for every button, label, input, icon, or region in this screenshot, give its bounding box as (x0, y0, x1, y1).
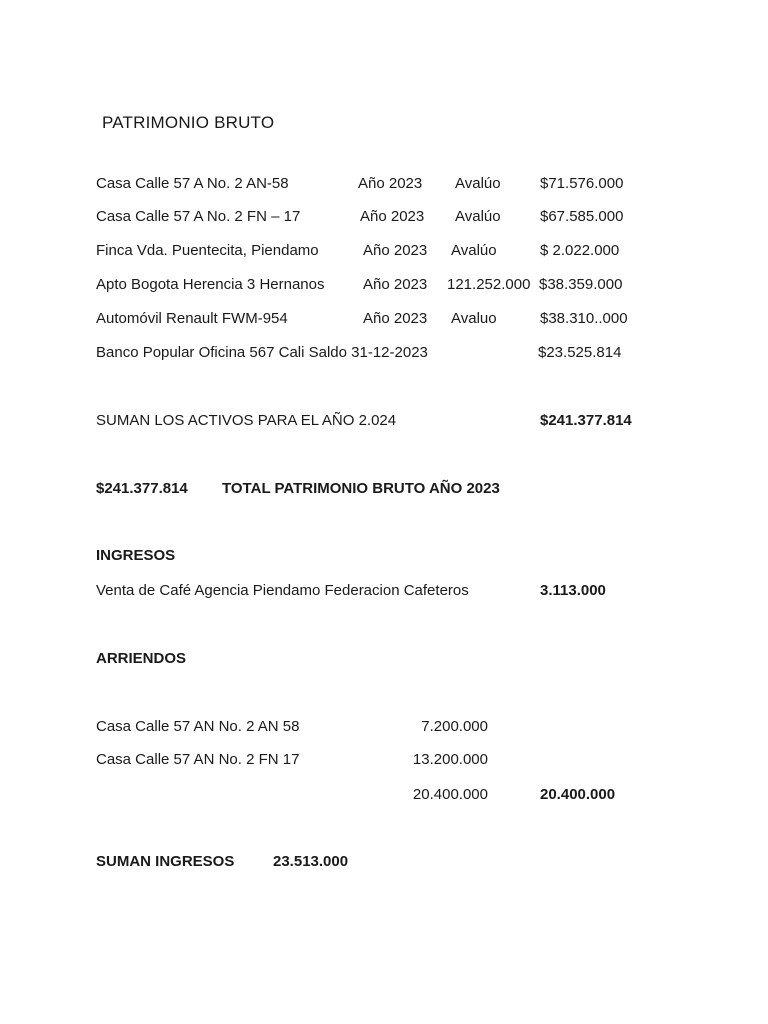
arriendos-subtotal: 20.400.000 (412, 786, 488, 803)
suman-ingresos-label: SUMAN INGRESOS (96, 853, 235, 870)
arriendos-total: 20.400.000 (540, 786, 616, 803)
sum-assets-label: SUMAN LOS ACTIVOS PARA EL AÑO 2.024 (96, 412, 397, 429)
asset-desc: Casa Calle 57 A No. 2 FN – 17 (96, 208, 301, 225)
ingresos-amount: 3.113.000 (540, 582, 606, 599)
asset-year: Año 2023 (363, 310, 428, 327)
total-label: TOTAL PATRIMONIO BRUTO AÑO 2023 (222, 480, 500, 497)
asset-amount: $ 2.022.000 (540, 242, 620, 259)
arriendo-desc: Casa Calle 57 AN No. 2 AN 58 (96, 718, 300, 735)
arriendo-amount: 7.200.000 (421, 718, 488, 735)
asset-value: 121.252.000 (447, 276, 531, 293)
asset-year: Año 2023 (360, 208, 425, 225)
asset-year: Año 2023 (363, 276, 428, 293)
asset-type: Avaluo (451, 310, 497, 327)
arriendos-heading: ARRIENDOS (96, 650, 187, 667)
ingresos-heading: INGRESOS (96, 547, 176, 564)
asset-amount: $71.576.000 (540, 175, 624, 192)
total-amount: $241.377.814 (96, 480, 188, 497)
asset-amount: $67.585.000 (540, 208, 624, 225)
asset-year: Año 2023 (358, 175, 423, 192)
bank-desc: Banco Popular Oficina 567 Cali Saldo 31-12-2023 (96, 344, 428, 361)
asset-desc: Automóvil Renault FWM-954 (96, 310, 288, 327)
bank-amount: $23.525.814 (538, 344, 622, 361)
asset-amount: $38.310..000 (540, 310, 628, 327)
arriendo-amount: 13.200.000 (412, 751, 488, 768)
asset-amount: $38.359.000 (539, 276, 623, 293)
page-title: PATRIMONIO BRUTO (102, 113, 275, 132)
suman-ingresos-amount: 23.513.000 (273, 853, 349, 870)
asset-type: Avalúo (455, 175, 501, 192)
arriendo-desc: Casa Calle 57 AN No. 2 FN 17 (96, 751, 300, 768)
asset-desc: Finca Vda. Puentecita, Piendamo (96, 242, 319, 259)
asset-year: Año 2023 (363, 242, 428, 259)
sum-assets-amount: $241.377.814 (540, 412, 632, 429)
asset-type: Avalúo (451, 242, 497, 259)
asset-desc: Casa Calle 57 A No. 2 AN-58 (96, 175, 289, 192)
asset-desc: Apto Bogota Herencia 3 Hernanos (96, 276, 325, 293)
ingresos-item: Venta de Café Agencia Piendamo Federacion Cafeteros (96, 582, 469, 599)
asset-type: Avalúo (455, 208, 501, 225)
